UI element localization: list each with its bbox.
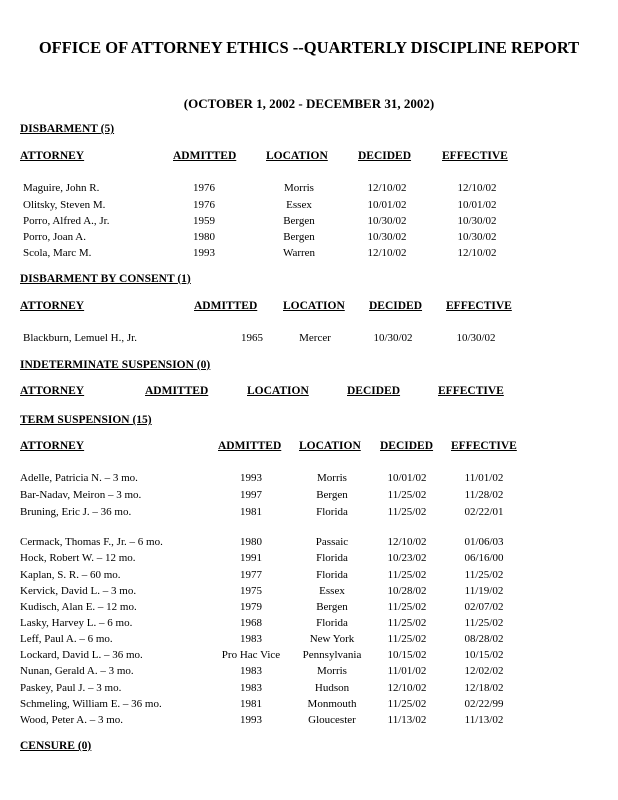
section-censure	[20, 740, 91, 752]
cell-location: Morris	[317, 472, 347, 484]
cell-admitted: 1993	[193, 247, 215, 259]
cell-effective: 11/25/02	[464, 569, 504, 581]
cell-location: Morris	[284, 182, 314, 194]
cell-effective: 02/07/02	[464, 601, 504, 613]
cell-location: Bergen	[316, 601, 348, 613]
cell-location: Gloucester	[308, 714, 356, 726]
cell-location: Passaic	[315, 536, 349, 548]
cell-effective: 12/10/02	[457, 247, 497, 259]
cell-location: Mercer	[299, 332, 331, 344]
section-label: DISBARMENT	[20, 123, 101, 135]
cell-effective: 06/16/00	[464, 552, 504, 564]
cell-decided: 11/25/02	[387, 698, 427, 710]
cell-admitted: 1959	[193, 215, 215, 227]
col-header-attorney: ATTORNEY	[20, 385, 85, 397]
cell-attorney: Lasky, Harvey L. – 6 mo.	[20, 617, 133, 629]
cell-attorney: Porro, Alfred A., Jr.	[23, 215, 110, 227]
col-header-effective: EFFECTIVE	[451, 440, 517, 452]
section-label: INDETERMINATE SUSPENSION	[20, 359, 197, 371]
cell-effective: 11/25/02	[464, 617, 504, 629]
section-term-suspension	[20, 414, 152, 426]
cell-attorney: Leff, Paul A. – 6 mo.	[20, 633, 113, 645]
cell-location: Essex	[286, 199, 312, 211]
cell-effective: 02/22/01	[464, 506, 504, 518]
cell-admitted: 1965	[241, 332, 263, 344]
cell-decided: 12/10/02	[367, 182, 407, 194]
cell-decided: 11/01/02	[387, 665, 427, 677]
col-header-admitted: ADMITTED	[218, 440, 282, 452]
section-indeterminate-suspension	[20, 359, 210, 371]
section-count: (15)	[132, 414, 152, 426]
cell-location: Florida	[316, 552, 348, 564]
cell-admitted: 1983	[240, 665, 262, 677]
cell-decided: 11/25/02	[387, 617, 427, 629]
cell-admitted: 1979	[240, 601, 262, 613]
col-header-admitted: ADMITTED	[194, 300, 258, 312]
cell-location: Bergen	[283, 215, 315, 227]
col-header-decided: DECIDED	[347, 385, 401, 397]
col-header-effective: EFFECTIVE	[438, 385, 504, 397]
cell-attorney: Kervick, David L. – 3 mo.	[20, 585, 137, 597]
cell-admitted: 1983	[240, 682, 262, 694]
cell-effective: 10/30/02	[456, 332, 496, 344]
col-header-attorney: ATTORNEY	[20, 440, 85, 452]
cell-attorney: Paskey, Paul J. – 3 mo.	[20, 682, 122, 694]
cell-attorney: Maguire, John R.	[23, 182, 100, 194]
cell-decided: 12/10/02	[387, 682, 427, 694]
cell-location: Essex	[319, 585, 345, 597]
report-period: (OCTOBER 1, 2002 - DECEMBER 31, 2002)	[183, 96, 435, 111]
cell-attorney: Bruning, Eric J. – 36 mo.	[20, 506, 132, 518]
cell-location: Monmouth	[307, 698, 357, 710]
section-label: DISBARMENT BY CONSENT	[20, 273, 178, 285]
cell-decided: 10/01/02	[387, 472, 427, 484]
cell-decided: 12/10/02	[367, 247, 407, 259]
cell-decided: 10/30/02	[373, 332, 413, 344]
cell-admitted: 1993	[240, 472, 262, 484]
cell-attorney: Blackburn, Lemuel H., Jr.	[23, 332, 137, 344]
cell-location: Florida	[316, 506, 348, 518]
section-count: (0)	[77, 740, 92, 752]
cell-admitted: 1976	[193, 182, 215, 194]
cell-location: Florida	[316, 617, 348, 629]
cell-location: Florida	[316, 569, 348, 581]
cell-admitted: 1983	[240, 633, 262, 645]
cell-decided: 11/25/02	[387, 569, 427, 581]
cell-decided: 12/10/02	[387, 536, 427, 548]
cell-attorney: Nunan, Gerald A. – 3 mo.	[20, 665, 134, 677]
col-header-location: LOCATION	[283, 300, 345, 312]
cell-attorney: Kaplan, S. R. – 60 mo.	[20, 569, 121, 581]
section-label: TERM SUSPENSION	[20, 414, 133, 426]
cell-attorney: Cermack, Thomas F., Jr. – 6 mo.	[20, 536, 163, 548]
cell-decided: 10/30/02	[367, 215, 407, 227]
cell-decided: 10/28/02	[387, 585, 427, 597]
col-header-attorney: ATTORNEY	[20, 150, 85, 162]
cell-attorney: Olitsky, Steven M.	[23, 199, 106, 211]
col-header-decided: DECIDED	[369, 300, 423, 312]
col-header-attorney: ATTORNEY	[20, 300, 85, 312]
cell-admitted: 1997	[240, 489, 262, 501]
cell-location: Pennsylvania	[302, 649, 362, 661]
cell-decided: 11/25/02	[387, 489, 427, 501]
cell-effective: 11/13/02	[464, 714, 504, 726]
cell-attorney: Lockard, David L. – 36 mo.	[20, 649, 143, 661]
cell-admitted: 1981	[240, 698, 262, 710]
cell-admitted: 1968	[240, 617, 262, 629]
cell-attorney: Porro, Joan A.	[23, 231, 86, 243]
cell-effective: 10/30/02	[457, 231, 497, 243]
cell-effective: 01/06/03	[464, 536, 504, 548]
col-header-location: LOCATION	[247, 385, 309, 397]
cell-admitted: 1980	[193, 231, 215, 243]
cell-attorney: Scola, Marc M.	[23, 247, 92, 259]
cell-decided: 11/25/02	[387, 601, 427, 613]
section-disbarment-by-consent	[20, 273, 191, 285]
col-header-admitted: ADMITTED	[173, 150, 237, 162]
cell-effective: 10/01/02	[457, 199, 497, 211]
cell-decided: 11/25/02	[387, 633, 427, 645]
cell-location: New York	[309, 633, 355, 645]
col-header-location: LOCATION	[266, 150, 328, 162]
col-header-location: LOCATION	[299, 440, 361, 452]
cell-effective: 02/22/99	[464, 698, 504, 710]
col-header-decided: DECIDED	[380, 440, 434, 452]
cell-decided: 10/30/02	[367, 231, 407, 243]
cell-attorney: Wood, Peter A. – 3 mo.	[20, 714, 123, 726]
cell-admitted: 1980	[240, 536, 262, 548]
col-header-effective: EFFECTIVE	[446, 300, 512, 312]
cell-effective: 10/15/02	[464, 649, 504, 661]
cell-effective: 12/10/02	[457, 182, 497, 194]
cell-decided: 10/15/02	[387, 649, 427, 661]
cell-admitted: 1976	[193, 199, 215, 211]
cell-attorney: Adelle, Patricia N. – 3 mo.	[20, 472, 138, 484]
cell-admitted: 1981	[240, 506, 262, 518]
cell-decided: 10/01/02	[367, 199, 407, 211]
cell-location: Warren	[282, 247, 316, 259]
col-header-decided: DECIDED	[358, 150, 412, 162]
cell-attorney: Bar-Nadav, Meiron – 3 mo.	[20, 489, 142, 501]
section-label: CENSURE	[20, 740, 78, 752]
cell-attorney: Kudisch, Alan E. – 12 mo.	[20, 601, 137, 613]
cell-effective: 08/28/02	[464, 633, 504, 645]
cell-admitted: 1993	[240, 714, 262, 726]
cell-location: Morris	[317, 665, 347, 677]
cell-decided: 11/25/02	[387, 506, 427, 518]
cell-attorney: Hock, Robert W. – 12 mo.	[20, 552, 136, 564]
section-disbarment	[20, 123, 114, 135]
cell-admitted: 1975	[240, 585, 262, 597]
cell-location: Hudson	[314, 682, 350, 694]
cell-decided: 10/23/02	[387, 552, 427, 564]
report-title: OFFICE OF ATTORNEY ETHICS --QUARTERLY DISCIPLINE REPORT	[38, 38, 580, 57]
section-count: (5)	[100, 123, 115, 135]
section-count: (1)	[177, 273, 191, 285]
col-header-admitted: ADMITTED	[145, 385, 209, 397]
cell-admitted: Pro Hac Vice	[221, 649, 281, 661]
cell-effective: 11/19/02	[464, 585, 504, 597]
cell-attorney: Schmeling, William E. – 36 mo.	[20, 698, 162, 710]
col-header-effective: EFFECTIVE	[442, 150, 508, 162]
cell-effective: 11/28/02	[464, 489, 504, 501]
cell-admitted: 1977	[240, 569, 262, 581]
cell-effective: 11/01/02	[464, 472, 504, 484]
cell-effective: 12/02/02	[464, 665, 504, 677]
cell-decided: 11/13/02	[387, 714, 427, 726]
cell-effective: 10/30/02	[457, 215, 497, 227]
section-count: (0)	[196, 359, 211, 371]
cell-admitted: 1991	[240, 552, 262, 564]
cell-effective: 12/18/02	[464, 682, 504, 694]
cell-location: Bergen	[283, 231, 315, 243]
cell-location: Bergen	[316, 489, 348, 501]
